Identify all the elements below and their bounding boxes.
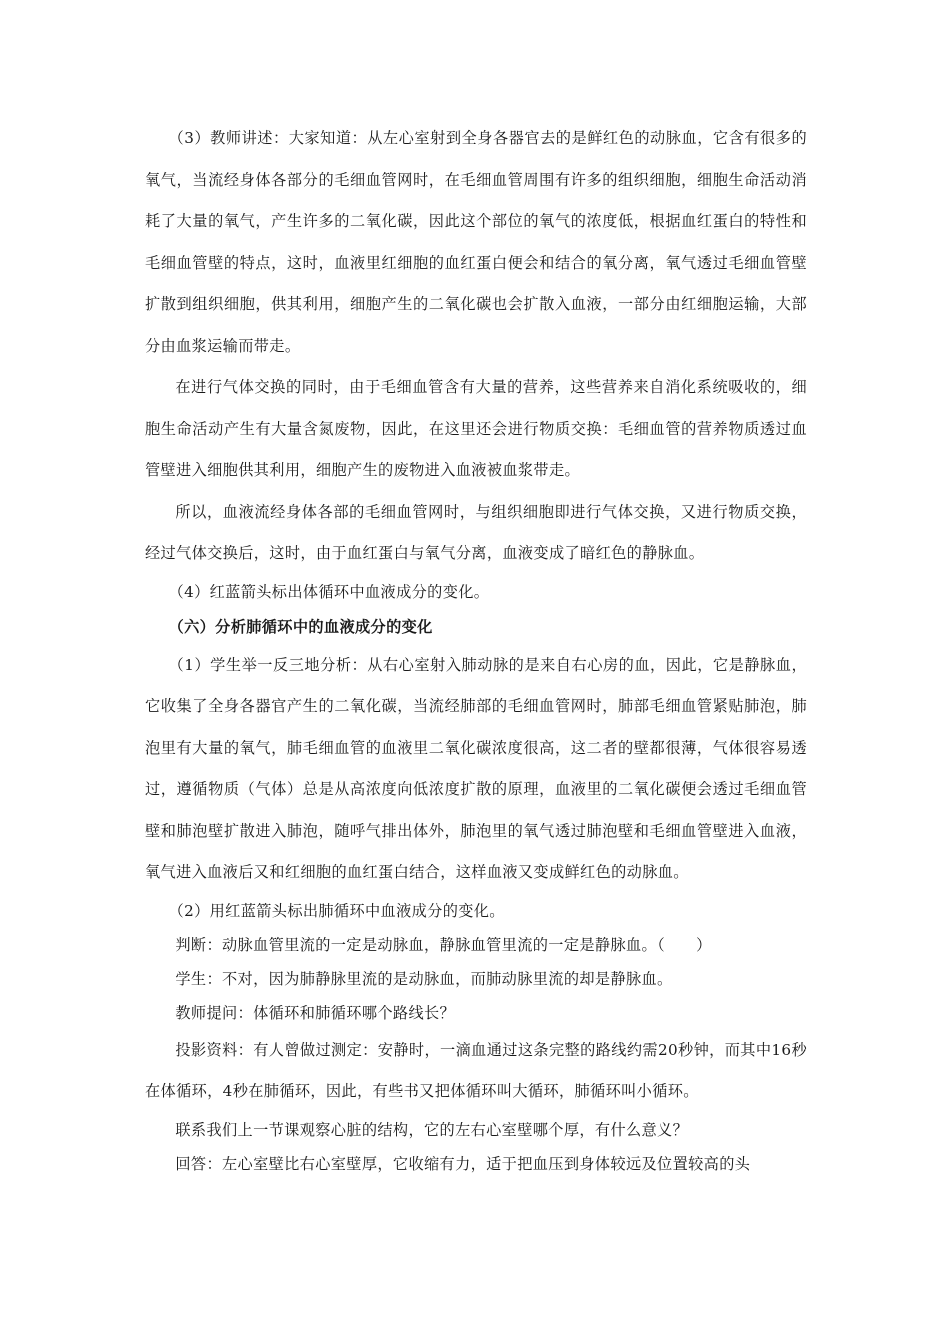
section-heading: （六）分析肺循环中的血液成分的变化 [168, 617, 433, 636]
document-page [145, 118, 807, 1181]
paragraph-heart-question: 联系我们上一节课观察心脏的结构，它的左右心室壁哪个厚，有什么意义？ [175, 1120, 689, 1139]
paragraph-heart-answer: 回答：左心室壁比右心室壁厚，它收缩有力，适于把血压到身体较远及位置较高的头 [175, 1154, 751, 1173]
paragraph-student-analysis: （1）学生举一反三地分析：从右心室射入肺动脉的是来自右心房的血，因此，它是静脉血，它收集了全身各器官产生的二氧化碳，当流经肺部的毛细血管网时，肺部毛细血管紧贴肺泡，肺泡里有大量的氧气，肺毛细血管的血液里二氧化碳浓度很高，这二者的壁都很薄，气体很容易透过，遵循物质（气体）总是从高浓度向低浓度扩散的原理，血液里的二氧化碳便会透过毛细血管壁和肺泡壁扩散进入肺泡，随呼气排出体外，肺泡里的氧气透过肺泡壁和毛细血管壁进入血液，氧气进入血液后又和红细胞的血红蛋白结合，这样血液又变成鲜红色的动脉血。 [145, 655, 807, 881]
paragraph-capillary-summary: 所以，血液流经身体各部的毛细血管网时，与组织细胞即进行气体交换，又进行物质交换，经过气体交换后，这时，由于血红蛋白与氧气分离，血液变成了暗红色的静脉血。 [145, 502, 807, 562]
paragraph-projection-material: 投影资料：有人曾做过测定：安静时，一滴血通过这条完整的路线约需20秒钟，而其中16秒在体循环，4秒在肺循环，因此，有些书又把体循环叫大循环，肺循环叫小循环。 [145, 1040, 807, 1100]
paragraph-judgement: 判断：动脉血管里流的一定是动脉血，静脉血管里流的一定是静脉血。（ ） [175, 935, 712, 954]
paragraph-material-exchange: 在进行气体交换的同时，由于毛细血管含有大量的营养，这些营养来自消化系统吸收的，细胞生命活动产生有大量含氮废物，因此，在这里还会进行物质交换：毛细血管的营养物质透过血管壁进入细胞供其利用，细胞产生的废物进入血液被血浆带走。 [145, 378, 807, 479]
paragraph-teacher-question: 教师提问：体循环和肺循环哪个路线长？ [175, 1003, 456, 1022]
paragraph-systemic-arrows: （4）红蓝箭头标出体循环中血液成分的变化。 [168, 582, 490, 601]
paragraph-student-answer: 学生：不对，因为肺静脉里流的是动脉血，而肺动脉里流的却是静脉血。 [175, 969, 673, 988]
paragraph-pulmonary-arrows: （2）用红蓝箭头标出肺循环中血液成分的变化。 [168, 901, 505, 920]
paragraph-teacher-explanation: （3）教师讲述：大家知道：从左心室射到全身各器官去的是鲜红色的动脉血，它含有很多的氧气，当流经身体各部分的毛细血管网时，在毛细血管周围有许多的组织细胞，细胞生命活动消耗了大量的氧气，产生许多的二氧化碳，因此这个部位的氧气的浓度低，根据血红蛋白的特性和毛细血管壁的特点，这时，血液里红细胞的血红蛋白便会和结合的氧分离，氧气透过毛细血管壁扩散到组织细胞，供其利用，细胞产生的二氧化碳也会扩散入血液，一部分由红细胞运输，大部分由血浆运输而带走。 [145, 129, 807, 355]
